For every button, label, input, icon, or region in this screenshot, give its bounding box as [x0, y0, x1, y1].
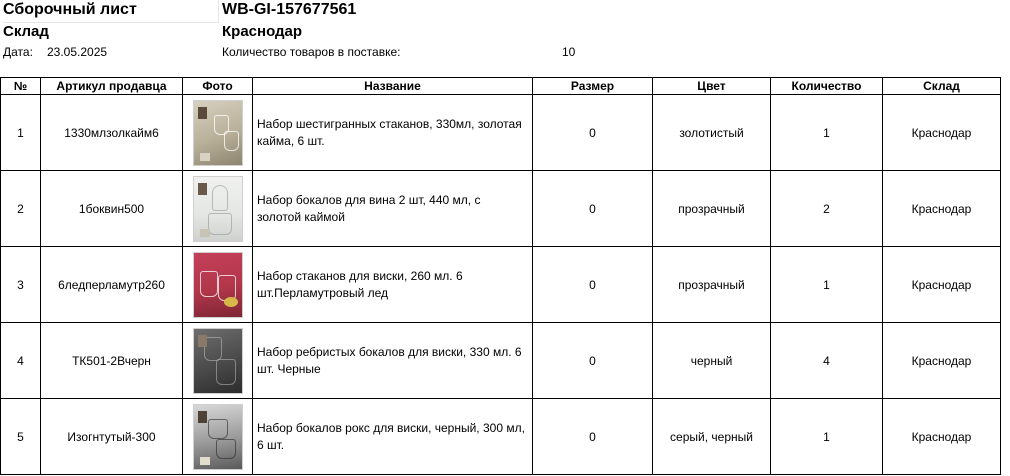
supply-quantity-label: Количество товаров в поставке: [222, 45, 401, 59]
column-header-warehouse: Склад [883, 78, 1001, 95]
product-quantity: 4 [771, 323, 883, 399]
column-header-number: № [1, 78, 41, 95]
photo-cell [183, 399, 253, 475]
column-header-article: Артикул продавца [41, 78, 183, 95]
photo-cell [183, 95, 253, 171]
product-size: 0 [533, 247, 653, 323]
column-header-name: Название [253, 78, 533, 95]
product-photo-icon [193, 252, 243, 318]
row-number: 2 [1, 171, 41, 247]
warehouse-city: Краснодар [222, 23, 303, 40]
row-number: 1 [1, 95, 41, 171]
table-row [1, 171, 1001, 247]
product-quantity: 1 [771, 95, 883, 171]
product-quantity: 1 [771, 399, 883, 475]
product-photo-icon [193, 328, 243, 394]
product-name: Набор бокалов рокс для виски, черный, 300 мл, 6 шт. [253, 399, 533, 475]
product-warehouse: Краснодар [883, 95, 1001, 171]
row-number: 3 [1, 247, 41, 323]
table-row [1, 95, 1001, 171]
photo-cell [183, 171, 253, 247]
product-name: Набор ребристых бокалов для виски, 330 мл. 6 шт. Черные [253, 323, 533, 399]
date-label: Дата: [3, 45, 33, 59]
product-photo-icon [193, 100, 243, 166]
seller-article: 6ледперламутр260 [41, 247, 183, 323]
column-header-color: Цвет [653, 78, 771, 95]
product-color: черный [653, 323, 771, 399]
product-photo-icon [193, 176, 243, 242]
product-quantity: 1 [771, 247, 883, 323]
product-size: 0 [533, 95, 653, 171]
product-warehouse: Краснодар [883, 399, 1001, 475]
product-photo-icon [193, 404, 243, 470]
product-color: прозрачный [653, 171, 771, 247]
seller-article: 1боквин500 [41, 171, 183, 247]
row-number: 5 [1, 399, 41, 475]
seller-article: 1330млзолкайм6 [41, 95, 183, 171]
date-value: 23.05.2025 [47, 45, 108, 59]
assembly-table [0, 77, 1001, 475]
product-warehouse: Краснодар [883, 247, 1001, 323]
table-row [1, 399, 1001, 475]
seller-article: Изогнтутый-300 [41, 399, 183, 475]
product-color: прозрачный [653, 247, 771, 323]
product-color: золотистый [653, 95, 771, 171]
product-color: серый, черный [653, 399, 771, 475]
table-header-row [1, 78, 1001, 95]
product-name: Набор стаканов для виски, 260 мл. 6 шт.Перламутровый лед [253, 247, 533, 323]
seller-article: ТК501-2Вчерн [41, 323, 183, 399]
column-header-quantity: Количество [771, 78, 883, 95]
sheet-title: Сборочный лист [3, 0, 219, 23]
product-warehouse: Краснодар [883, 323, 1001, 399]
product-size: 0 [533, 323, 653, 399]
photo-cell [183, 247, 253, 323]
row-number: 4 [1, 323, 41, 399]
column-header-size: Размер [533, 78, 653, 95]
product-name: Набор бокалов для вина 2 шт, 440 мл, с золотой каймой [253, 171, 533, 247]
supply-quantity-value: 10 [562, 45, 576, 59]
product-quantity: 2 [771, 171, 883, 247]
product-warehouse: Краснодар [883, 171, 1001, 247]
photo-cell [183, 323, 253, 399]
column-header-photo: Фото [183, 78, 253, 95]
product-name: Набор шестигранных стаканов, 330мл, золотая кайма, 6 шт. [253, 95, 533, 171]
supply-code: WB-GI-157677561 [222, 1, 357, 18]
warehouse-label: Склад [3, 23, 49, 40]
product-size: 0 [533, 171, 653, 247]
table-row [1, 247, 1001, 323]
table-row [1, 323, 1001, 399]
product-size: 0 [533, 399, 653, 475]
